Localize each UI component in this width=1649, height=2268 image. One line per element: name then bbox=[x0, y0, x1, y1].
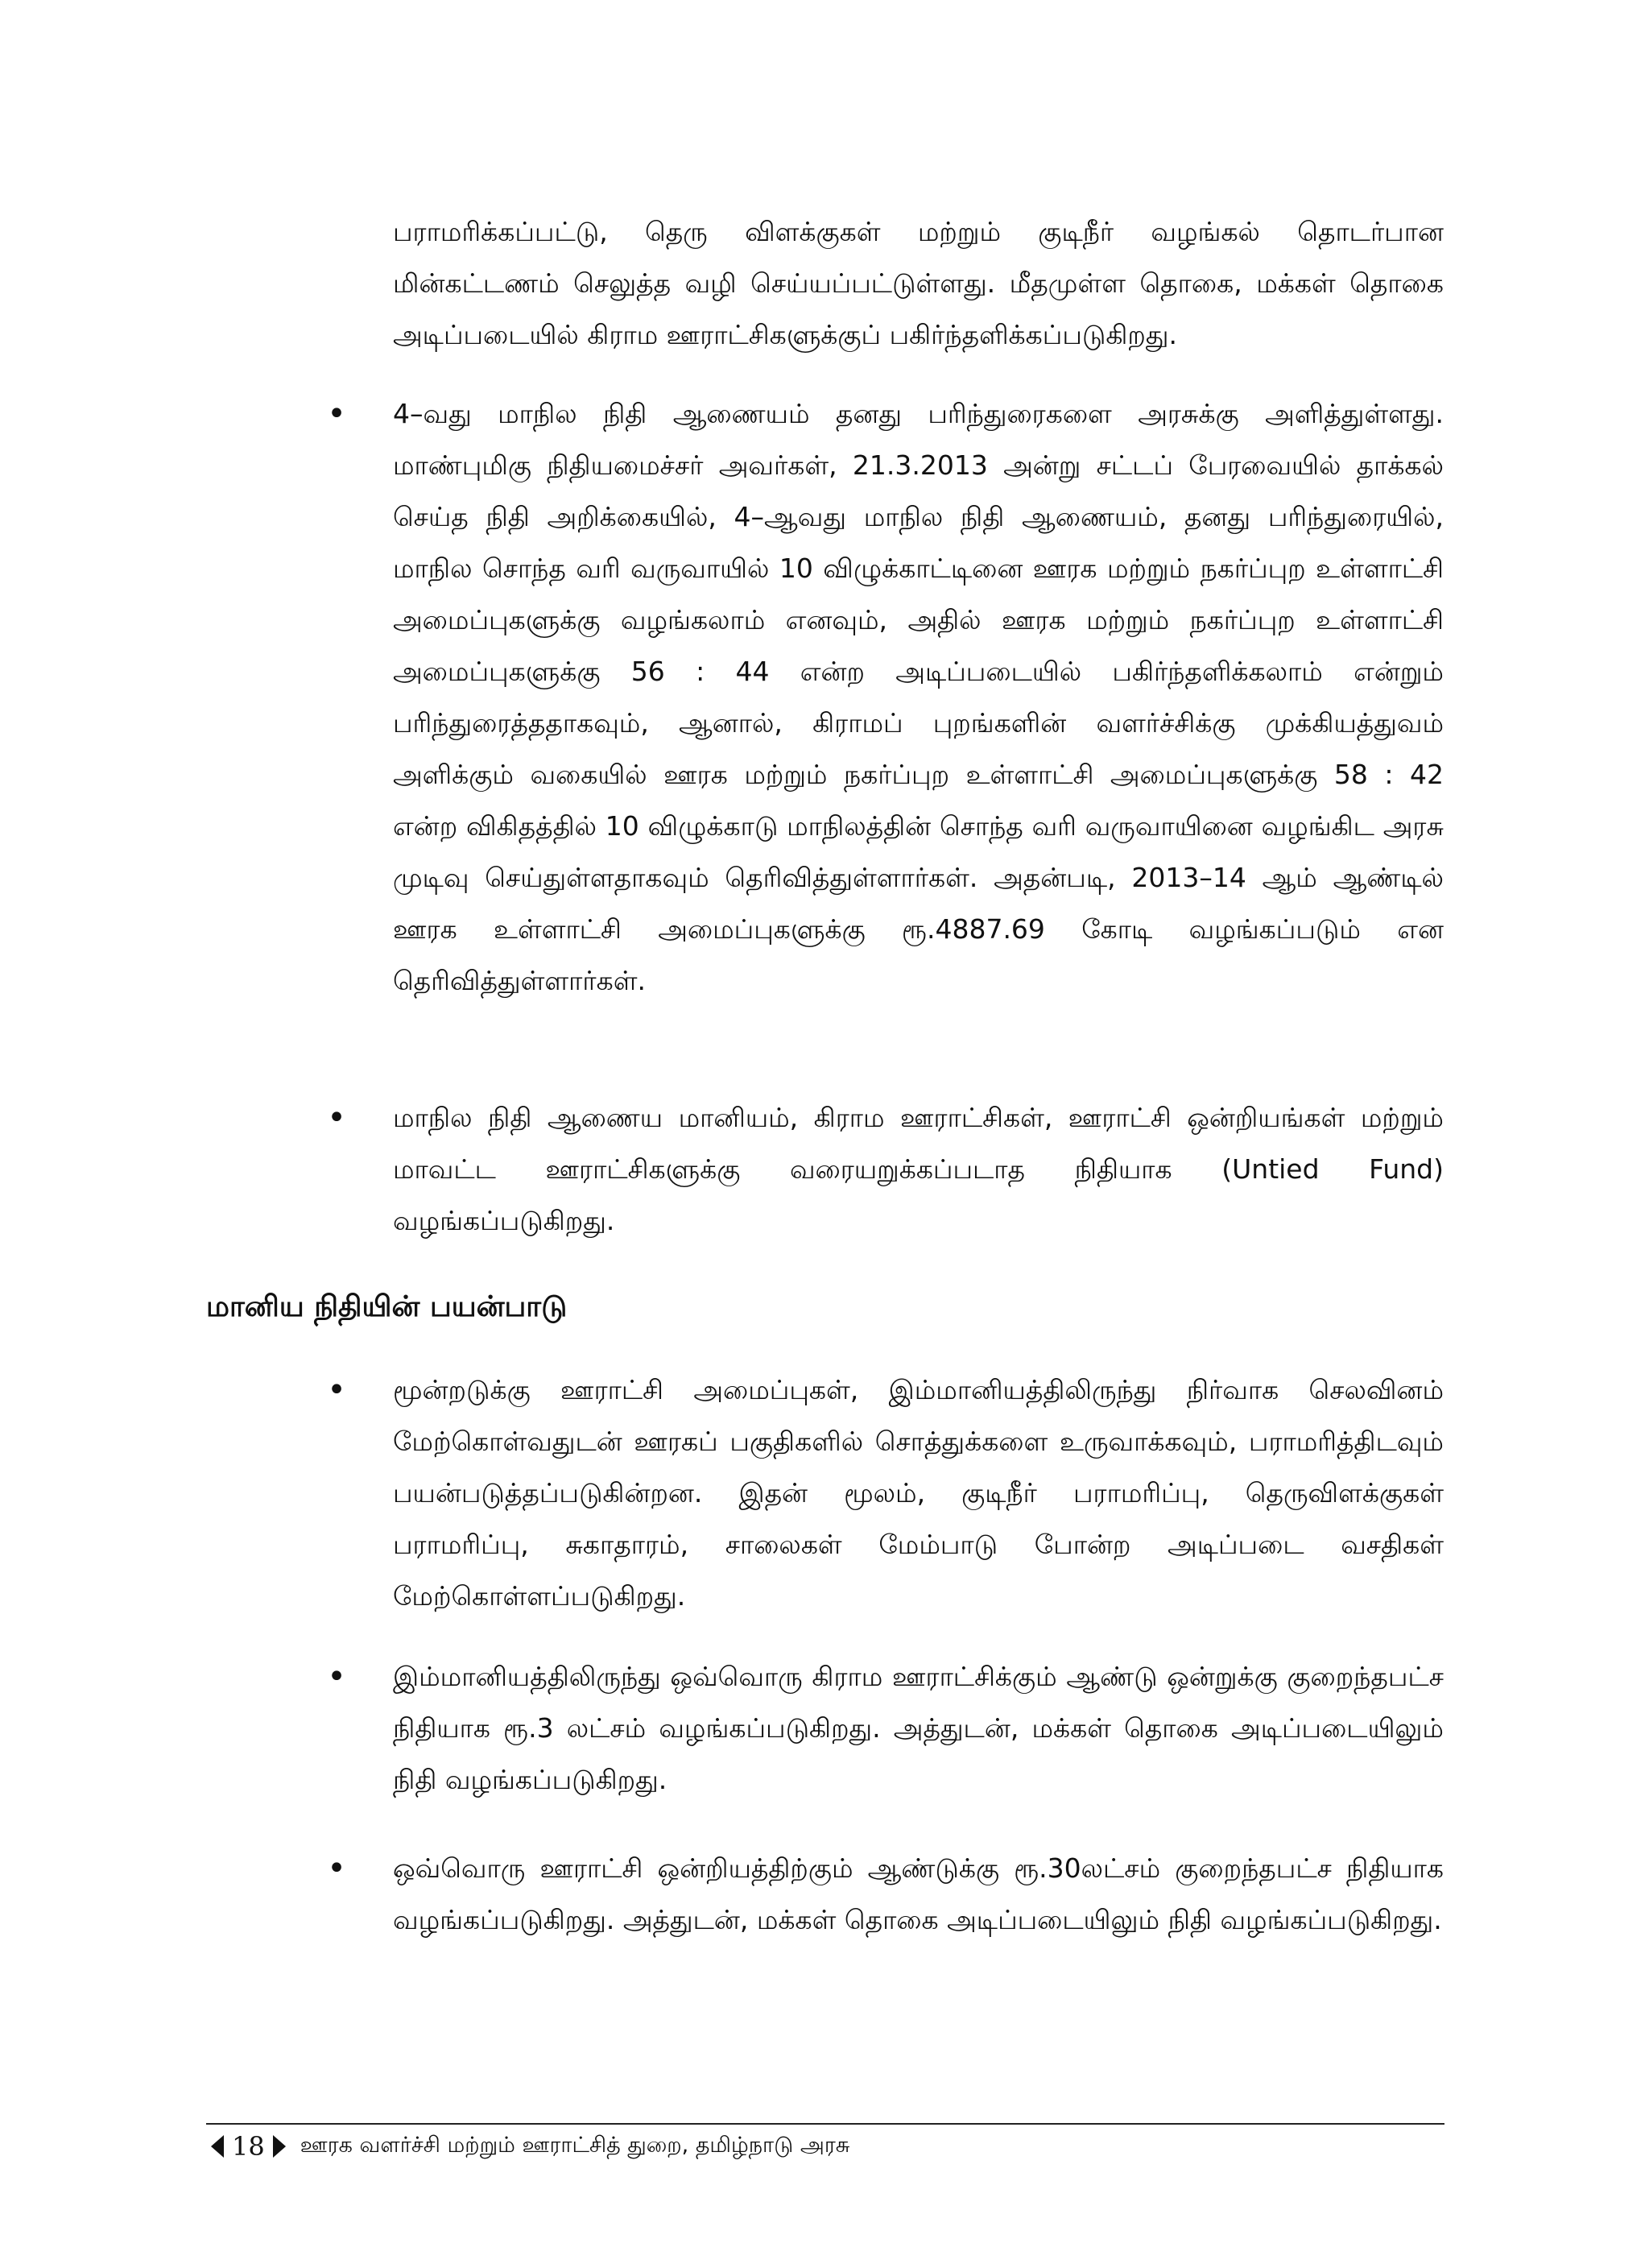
footer-divider bbox=[206, 2123, 1444, 2125]
arrow-left-icon bbox=[211, 2135, 224, 2158]
bullet-icon: • bbox=[327, 1850, 346, 1887]
page-footer bbox=[211, 2126, 849, 2167]
bullet-icon: • bbox=[327, 1372, 346, 1409]
bullet-icon: • bbox=[327, 1658, 346, 1695]
list-item-text: மூன்றடுக்கு ஊராட்சி அமைப்புகள், இம்மானியத்திலிருந்து நிர்வாக செலவினம் மேற்கொள்வதுடன் ஊரகப் பகுதிகளில் சொத்துக்களை உருவாக்கவும், பராமரித்திடவும் பயன்படுத்தப்படுகின்றன. இதன் மூலம், குடிநீர் பராமரிப்பு, தெருவிளக்குகள் பராமரிப்பு, சுகாதாரம், சாலைகள் மேம்பாடு போன்ற அடிப்படை வசதிகள் மேற்கொள்ளப்படுகிறது. bbox=[393, 1374, 1444, 1612]
section-heading: மானிய நிதியின் பயன்பாடு bbox=[206, 1290, 568, 1323]
intro-paragraph: பராமரிக்கப்பட்டு, தெரு விளக்குகள் மற்றும் குடிநீர் வழங்கல் தொடர்பான மின்கட்டணம் செலுத்த வழி செய்யப்பட்டுள்ளது. மீதமுள்ள தொகை, மக்கள் தொகை அடிப்படையில் கிராம ஊராட்சிகளுக்குப் பகிர்ந்தளிக்கப்படுகிறது. bbox=[393, 216, 1444, 350]
list-item-text: மாநில நிதி ஆணைய மானியம், கிராம ஊராட்சிகள், ஊராட்சி ஒன்றியங்கள் மற்றும் மாவட்ட ஊராட்சிகளுக்கு வரையறுக்கப்படாத நிதியாக (Untied Fund) வழங்கப்படுகிறது. bbox=[393, 1102, 1444, 1236]
arrow-right-icon bbox=[273, 2135, 286, 2158]
page-number: 18 bbox=[232, 2131, 265, 2162]
bullet-icon: • bbox=[327, 395, 346, 432]
list-item-text: 4–வது மாநில நிதி ஆணையம் தனது பரிந்துரைகளை அரசுக்கு அளித்துள்ளது. மாண்புமிகு நிதியமைச்சர் அவர்கள், 21.3.2013 அன்று சட்டப் பேரவையில் தாக்கல் செய்த நிதி அறிக்கையில், 4–ஆவது மாநில நிதி ஆணையம், தனது பரிந்துரையில், மாநில சொந்த வரி வருவாயில் 10 விழுக்காட்டினை ஊரக மற்றும் நகர்ப்புற உள்ளாட்சி அமைப்புகளுக்கு வழங்கலாம் எனவும், அதில் ஊரக மற்றும் நகர்ப்புற உள்ளாட்சி அமைப்புகளுக்கு 56 : 44 என்ற அடிப்படையில் பகிர்ந்தளிக்கலாம் என்றும் பரிந்துரைத்ததாகவும், ஆனால், கிராமப் புறங்களின் வளர்ச்சிக்கு முக்கியத்துவம் அளிக்கும் வகையில் ஊரக மற்றும் நகர்ப்புற உள்ளாட்சி அமைப்புகளுக்கு 58 : 42 என்ற விகிதத்தில் 10 விழுக்காடு மாநிலத்தின் சொந்த வரி வருவாயினை வழங்கிட அரசு முடிவு செய்துள்ளதாகவும் தெரிவித்துள்ளார்கள். அதன்படி, 2013–14 ஆம் ஆண்டில் ஊரக உள்ளாட்சி அமைப்புகளுக்கு ரூ.4887.69 கோடி வழங்கப்படும் என தெரிவித்துள்ளார்கள். bbox=[393, 398, 1444, 996]
footer-department-text: ஊரக வளர்ச்சி மற்றும் ஊராட்சித் துறை, தமிழ்நாடு அரசு bbox=[300, 2132, 850, 2158]
list-item-text: ஒவ்வொரு ஊராட்சி ஒன்றியத்திற்கும் ஆண்டுக்கு ரூ.30லட்சம் குறைந்தபட்ச நிதியாக வழங்கப்படுகிறது. அத்துடன், மக்கள் தொகை அடிப்படையிலும் நிதி வழங்கப்படுகிறது. bbox=[393, 1852, 1444, 1935]
list-item-text: இம்மானியத்திலிருந்து ஒவ்வொரு கிராம ஊராட்சிக்கும் ஆண்டு ஒன்றுக்கு குறைந்தபட்ச நிதியாக ரூ.3 லட்சம் வழங்கப்படுகிறது. அத்துடன், மக்கள் தொகை அடிப்படையிலும் நிதி வழங்கப்படுகிறது. bbox=[393, 1661, 1444, 1795]
bullet-icon: • bbox=[327, 1099, 346, 1136]
